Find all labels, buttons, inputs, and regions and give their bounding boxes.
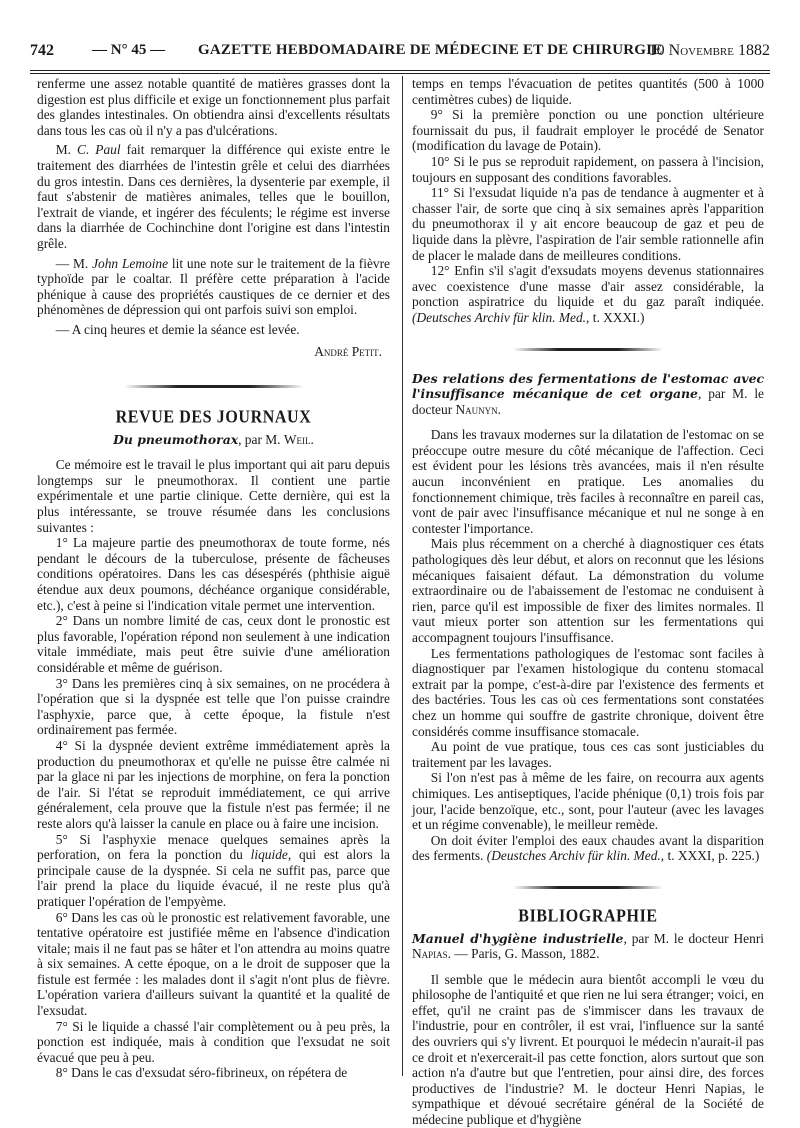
page-header	[30, 42, 770, 66]
book-reference: Manuel d'hygiène industrielle, par M. le docteur Henri Napias. — Paris, G. Masson, 1882.	[412, 930, 765, 962]
speaker-name: C. Paul	[77, 142, 121, 158]
paragraph: Au point de vue pratique, tous ces cas sont justiciables du traitement par les lavages.	[412, 739, 764, 770]
column-divider	[402, 76, 403, 1076]
citation: (Deutsches Archiv für klin. Med.	[412, 309, 587, 325]
conclusion-item: 10° Si le pus se reproduit rapidement, on passera à l'incision, toujours en supposant des conditions favorables.	[412, 153, 764, 185]
conclusion-item: 4° Si la dyspnée devient extrême immédiatement après la production du pneumothorax et qu'elle ne puisse être calmée ni par la glace ni par les injections de morphine, on fera la ponction de l'air. Si l'état se reproduit immédiatement, ce qui arrive généralement, cela prouve que la fistule n'est pas fermée; il ne reste alors qu'à laisser la canule en place ou à faire une incision.	[37, 737, 390, 831]
section-title: REVUE DES JOURNAUX	[115, 408, 312, 428]
paragraph: — A cinq heures et demie la séance est levée.	[55, 321, 300, 337]
issue-number: — N° 45 —	[92, 42, 166, 58]
conclusion-item: 8° Dans le cas d'exsudat séro-fibrineux, on répétera de	[55, 1065, 348, 1081]
section-ornament	[513, 886, 663, 889]
journal-title: GAZETTE HEBDOMADAIRE DE MÉDECINE ET DE CHIRURGIE	[198, 42, 663, 58]
paragraph: Les fermentations pathologiques de l'estomac sont faciles à diagnostiquer par l'examen histologique du contenu stomacal extrait par la pompe, c'est-à-dire par l'existence des ferments et des bactéries. Tous les cas où ces fermentations sont constatées chez un homme qui souffre de gastrite chronique, doivent être considérés comme insuffisance stomacale.	[412, 645, 764, 739]
section-ornament	[513, 348, 663, 351]
article-title: Des relations des fermentations de l'estomac avec l'insuffisance mécanique de cet organe, par M. le docteur Naunyn.	[412, 370, 764, 417]
conclusion-item: 6° Dans les cas où le pronostic est relativement favorable, une tentative opératoire est justifiée même en l'absence d'indication vitale; mais il ne faut pas se hâter et l'on attendra au moins quatre à six semaines. A cette époque, on a le droit de supposer que la fistule est fermée : les malades dont il s'agit n'ont plus de fièvre. L'opération variera d'ailleurs suivant la quantité et la qualité de l'exsudat.	[37, 909, 390, 1019]
left-column	[37, 76, 390, 1081]
paragraph: Mais plus récemment on a cherché à diagnostiquer ces états pathologiques dès leur début, et alors on reconnut que les lésions mécaniques faisaient défaut. La démonstration du volume extraordinaire ou de l'abaissement de l'estomac ne conduisent à rien, parce qu'il est impossible de fixer des limites normales. Il vaut mieux porter son attention sur les fermentations qui accompagnent toujours l'insuffisance.	[412, 536, 764, 645]
paragraph: M. C. Paul fait remarquer la différence qui existe entre le traitement des diarrhées de l'intestin grêle et celui des diarrhées du gros intestin. Dans ces dernières, la dysenterie par exemple, il faut s'abstenir de matières animales, telles que le bouillon, l'extrait de viande, et ingérer des féculents; le régime est inverse dans la diarrhée de Cochinchine dont l'origine est dans l'intestin grêle.	[37, 142, 391, 251]
conclusion-item: 9° Si la première ponction ou une ponction ultérieure fournissait du pus, il faudrait employer le procédé de Senator (modification du lavage de Potain).	[412, 107, 764, 154]
page-number: 742	[30, 42, 54, 59]
conclusion-item: 7° Si le liquide a chassé l'air complètement ou à peu près, la ponction est indiquée, mais à condition que l'exsudat ne soit évacué que peu à peu.	[37, 1018, 390, 1065]
section-ornament	[124, 385, 304, 388]
paragraph: Si l'on n'est pas à même de les faire, on recourra aux agents chimiques. Les antiseptiques, l'acide phénique (0,1) trois fois par jour, l'acide benzoïque, etc., sont, pour l'auteur (avec les lavages et un régime convenable), le meilleur remède.	[412, 770, 764, 833]
paragraph: temps en temps l'évacuation de petites quantités (500 à 1000 centimètres cubes) de liquide.	[412, 76, 764, 107]
right-column	[412, 76, 764, 1128]
paragraph: Dans les travaux modernes sur la dilatation de l'estomac on se préoccupe outre mesure du côté mécanique de l'affection. Ceci est évident pour les lésions très avancées, mais il n'en résulte aucun inconvénient en pratique. Les anomalies du fonctionnement chimique, très faciles à reconnaître en pareil cas, vont de pair avec l'insuffisance mécanique et nul ne songe à en contester l'importance.	[412, 427, 764, 536]
section-title: BIBLIOGRAPHIE	[518, 906, 658, 926]
paragraph: Il semble que le médecin aura bientôt accompli le vœu du philosophe de l'antiquité et que rien ne lui sera étranger; voici, en effet, qu'il ne craint pas de s'immiscer dans les travaux de l'industrie, pour en contrôler, il est vrai, l'influence sur la santé des ouvriers qui s'y livrent. Et pourquoi le médecin n'aurait-il pas ce droit et n'exercerait-il pas cette fonction, alors surtout que son action n'a d'autre but que l'entretien, pour ainsi dire, des forces productives de l'industrie? M. le docteur Henri Napias, le sympathique et dévoué secrétaire général de la Société de médecine publique et d'hygiène	[412, 971, 764, 1128]
issue-date: 10 Novembre 1882	[648, 42, 770, 59]
conclusion-item: 1° La majeure partie des pneumothorax de toute forme, nés pendant le décours de la tuberculose, présente de fâcheuses conditions opératoires. Dans les cas désespérés (phthisie aiguë étendue aux deux poumons, déchéance organique considérable, etc.), c'est à peine si l'indication vitale permet une intervention.	[37, 535, 390, 613]
paragraph: — M. John Lemoine lit une note sur le traitement de la fièvre typhoïde par le coaltar. Il préfère cette préparation à l'acide phénique à cause des propriétés caustiques de ce dernier et des phénomènes de dépression qui ont parfois suivi son emploi.	[37, 255, 390, 318]
conclusion-item: 12° Enfin s'il s'agit d'exsudats moyens devenus stationnaires avec coexistence d'une masse d'air assez considérable, la ponction aspiratrice du liquide et du gaz paraît indiquée. (Deutsches Archiv für klin. Med., t. XXXI.)	[412, 263, 764, 325]
conclusion-item: 3° Dans les premières cinq à six semaines, on ne procédera à l'opération que si la dyspnée est telle que l'on puisse craindre l'asphyxie, parce que, à cette époque, la fistule n'est ordinairement pas fermée.	[37, 675, 390, 738]
conclusion-item: 11° Si l'exsudat liquide n'a pas de tendance à augmenter et à chasser l'air, de sorte que cinq à six semaines après l'apparition du pneumothorax il y ait encore beaucoup de gaz et peu de liquide dans la plèvre, l'aspiration de l'air semble rationnelle afin de placer le malade dans de meilleures conditions.	[412, 185, 764, 263]
citation: (Deustches Archiv für klin. Med.	[486, 848, 661, 864]
article-title: Du pneumothorax, par M. Weil.	[113, 431, 314, 447]
paragraph: renferme une assez notable quantité de matières grasses dont la digestion est plus difficile et exige un fonctionnement plus parfait des glandes intestinales. On obtiendra ainsi d'excellents résultats dans tous les cas où il n'y a pas d'ulcérations.	[37, 76, 390, 138]
signature: André Petit.	[314, 343, 382, 359]
paragraph: On doit éviter l'emploi des eaux chaudes avant la disparition des ferments. (Deustches Archiv für klin. Med., t. XXXI, p. 225.)	[412, 832, 764, 864]
conclusion-item: 5° Si l'asphyxie menace quelques semaines après la perforation, on fera la ponction du liquide, qui est alors la principale cause de la dyspnée. Si cela ne suffit pas, parce que l'air prend la place du liquide évacué, il ne reste plus qu'à pratiquer l'opération de l'empyème.	[37, 831, 390, 909]
header-rule	[30, 70, 770, 74]
paragraph: Ce mémoire est le travail le plus important qui ait paru depuis longtemps sur le pneumothorax. Il contient une partie expérimentale et une partie clinique. Cette dernière, qui est la plus intéressante, se trouve résumée dans les conclusions suivantes :	[37, 457, 390, 535]
speaker-name: John Lemoine	[92, 255, 169, 271]
conclusion-item: 2° Dans un nombre limité de cas, ceux dont le pronostic est plus favorable, l'opération répond non seulement à une indication vitale immédiate, mais peut être suivie d'une amélioration considérable et même de guérison.	[37, 613, 390, 675]
